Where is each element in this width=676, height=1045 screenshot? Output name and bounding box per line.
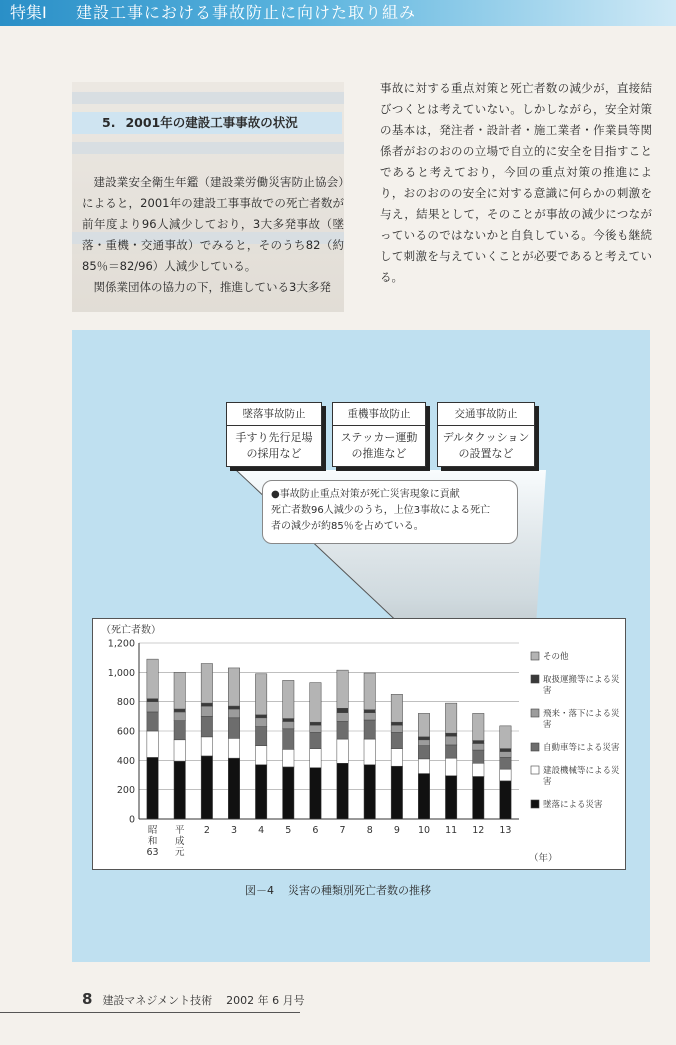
figure-number: 図－4 [245, 884, 274, 897]
bar-segment [283, 749, 294, 767]
bar-segment [255, 765, 266, 819]
bar-segment [310, 722, 321, 725]
bar-segment [283, 721, 294, 728]
bar-segment [228, 738, 239, 758]
bar-segment [255, 718, 266, 727]
legend-label: 害 [543, 686, 552, 696]
bar-segment [174, 672, 185, 709]
bar-segment [310, 725, 321, 732]
x-tick-label: 7 [339, 825, 346, 836]
x-tick-label: 13 [499, 825, 512, 836]
legend-swatch [531, 652, 539, 660]
magazine-name: 建設マネジメント技術 [102, 994, 213, 1007]
stacked-bar-chart [93, 619, 625, 869]
bar-segment [418, 740, 429, 746]
bar-segment [473, 763, 484, 776]
bar-segment [201, 664, 212, 704]
x-tick-label: 5 [285, 825, 292, 836]
legend-swatch [531, 743, 539, 751]
bar-segment [310, 732, 321, 748]
legend-swatch [531, 800, 539, 808]
x-tick-label: 4 [258, 825, 265, 836]
page-footer [82, 990, 305, 1008]
bar-segment [283, 719, 294, 722]
bar-segment [418, 759, 429, 774]
figure-title: 災害の種類別死亡者数の推移 [288, 884, 431, 897]
bar-segment [418, 774, 429, 819]
bar-segment [418, 713, 429, 736]
legend-label: 害 [543, 720, 552, 730]
bar-segment [364, 673, 375, 710]
bar-segment [391, 694, 402, 722]
bar-segment [174, 740, 185, 761]
bar-segment [391, 722, 402, 725]
bar-segment [255, 727, 266, 746]
bar-segment [364, 713, 375, 720]
legend-label: 建設機械等による災 [543, 766, 620, 776]
bar-segment [201, 703, 212, 706]
bar-segment [174, 761, 185, 819]
bar-segment [228, 709, 239, 718]
bar-segment [283, 767, 294, 819]
bar-segment [364, 720, 375, 739]
figure-caption [0, 882, 676, 898]
y-tick-label: 400 [116, 755, 135, 767]
y-tick-label: 600 [116, 726, 135, 738]
bar-segment [473, 713, 484, 740]
section-number: 5. [102, 115, 116, 130]
bar-segment [174, 712, 185, 721]
countermeasure-heading: 墜落事故防止 [227, 403, 321, 426]
bar-segment [391, 725, 402, 732]
legend-label: 害 [543, 777, 552, 787]
legend-swatch [531, 675, 539, 683]
countermeasure-text: 手すり先行足場 [235, 431, 313, 444]
section-title: 2001年の建設工事事故の状況 [125, 115, 298, 130]
bar-segment [174, 721, 185, 740]
bar-segment [391, 766, 402, 819]
countermeasure-text: の設置など [458, 447, 514, 460]
x-tick-label: 昭 [147, 825, 158, 836]
bar-segment [473, 741, 484, 744]
bar-segment [147, 757, 158, 819]
countermeasure-box-traffic [437, 402, 535, 467]
x-tick-label: 元 [174, 847, 185, 858]
bar-segment [337, 739, 348, 763]
bar-segment [201, 706, 212, 716]
bar-segment [364, 739, 375, 765]
bar-segment [445, 776, 456, 819]
paragraph: 関係業団体の協力の下，推進している3大多発 [93, 280, 331, 294]
callout-line: 者の減少が約85％を占めている。 [271, 521, 424, 532]
countermeasure-text: の推進など [351, 447, 407, 460]
summary-callout [262, 480, 518, 544]
footer-rule [0, 1012, 300, 1013]
bar-segment [174, 709, 185, 712]
bar-segment [500, 769, 511, 781]
countermeasure-text: デルタクッション [442, 431, 530, 444]
bar-segment [147, 712, 158, 731]
bar-segment [228, 706, 239, 709]
x-tick-label: 和 [147, 836, 158, 847]
bar-segment [201, 716, 212, 737]
legend-label: 墜落による災害 [543, 800, 603, 810]
callout-line: ●事故防止重点対策が死亡災害現象に貢献 [271, 489, 460, 500]
y-tick-label: 0 [128, 814, 135, 826]
legend-swatch [531, 709, 539, 717]
feature-tag: 特集Ⅰ [10, 3, 47, 22]
bar-segment [283, 680, 294, 718]
bar-segment [337, 708, 348, 712]
bar-segment [445, 745, 456, 758]
y-tick-label: 800 [116, 697, 135, 709]
countermeasure-text: ステッカー運動 [340, 431, 418, 444]
feature-title: 建設工事における事故防止に向けた取り組み [76, 3, 417, 22]
bar-segment [255, 715, 266, 718]
countermeasure-box-machinery [332, 402, 426, 467]
bar-segment [255, 746, 266, 765]
bar-segment [147, 702, 158, 712]
countermeasure-text: の採用など [246, 447, 302, 460]
x-tick-label: 2 [203, 825, 210, 836]
x-tick-label: 11 [445, 825, 458, 836]
bar-segment [500, 781, 511, 819]
callout-line: 死亡者数96人減少のうち，上位3事故による死亡 [271, 505, 491, 516]
bar-segment [147, 699, 158, 702]
bar-segment [418, 737, 429, 740]
bar-segment [228, 718, 239, 739]
page-number: 8 [82, 990, 93, 1008]
x-axis-label: （年） [529, 853, 558, 864]
bar-segment [337, 763, 348, 819]
bar-segment [147, 731, 158, 757]
bar-segment [147, 659, 158, 699]
paragraph: 建設業安全衛生年鑑（建設業労働災害防止協会）によると，2001年の建設工事事故での死亡者数が前年度より96人減少しており，3大多発事故（墜落・重機・交通事故）でみると，そのうち82（約85％＝82/96）人減少している。 [82, 175, 344, 273]
x-tick-label: 10 [417, 825, 431, 836]
bar-segment [364, 710, 375, 713]
issue-date: 2002 年 6 月号 [226, 994, 305, 1007]
bar-segment [201, 737, 212, 756]
legend-label: その他 [543, 652, 569, 662]
bar-segment [473, 776, 484, 819]
x-tick-label: 6 [312, 825, 319, 836]
bar-segment [337, 670, 348, 708]
bar-segment [418, 746, 429, 759]
countermeasure-box-fall [226, 402, 322, 467]
bar-segment [500, 726, 511, 749]
y-tick-label: 1,000 [107, 667, 135, 679]
bar-segment [445, 733, 456, 736]
bar-segment [255, 674, 266, 715]
countermeasure-heading: 交通事故防止 [438, 403, 534, 426]
bar-segment [500, 752, 511, 758]
y-axis-label: （死亡者数） [101, 625, 161, 636]
bar-segment [500, 749, 511, 752]
bar-segment [473, 750, 484, 763]
bar-segment [228, 758, 239, 819]
bar-segment [283, 729, 294, 750]
x-tick-label: 平 [174, 825, 185, 836]
bar-segment [445, 736, 456, 745]
bar-segment [337, 721, 348, 739]
bar-segment [364, 765, 375, 819]
bar-segment [201, 756, 212, 819]
legend-label: 自動車等による災害 [543, 743, 620, 753]
legend-label: 飛来・落下による災 [543, 709, 620, 719]
countermeasure-heading: 重機事故防止 [333, 403, 425, 426]
y-tick-label: 200 [116, 785, 135, 797]
bar-segment [310, 768, 321, 819]
y-tick-label: 1,200 [107, 638, 135, 650]
legend-swatch [531, 766, 539, 774]
legend-label: 取扱運搬等による災 [543, 675, 620, 685]
chart-frame [92, 618, 626, 870]
bar-segment [445, 703, 456, 733]
x-tick-label: 12 [472, 825, 485, 836]
bar-segment [337, 713, 348, 722]
bar-segment [445, 758, 456, 776]
bar-segment [310, 683, 321, 723]
bar-segment [473, 743, 484, 750]
paragraph: 事故に対する重点対策と死亡者数の減少が，直接結びつくとは考えていない。しかしながら，安全対策の基本は，発注者・設計者・施工業者・作業員等関係者がおのおのの立場で自立的に安全を目指すことであると考えており，今回の重点対策の推進により，おのおのの安全に対する意識に何らかの刺激を与え，結果として，そのことが事故の減少につながっているのではないかと自負している。今後も継続して刺激を与えていくことが必要であると考えている。 [380, 81, 652, 284]
x-tick-label: 63 [146, 847, 159, 858]
x-tick-label: 8 [366, 825, 373, 836]
x-tick-label: 9 [393, 825, 400, 836]
bar-segment [500, 757, 511, 769]
bar-segment [391, 732, 402, 748]
bar-segment [391, 749, 402, 767]
x-tick-label: 3 [230, 825, 238, 836]
bar-segment [310, 749, 321, 768]
bar-segment [228, 668, 239, 706]
x-tick-label: 成 [174, 836, 185, 847]
